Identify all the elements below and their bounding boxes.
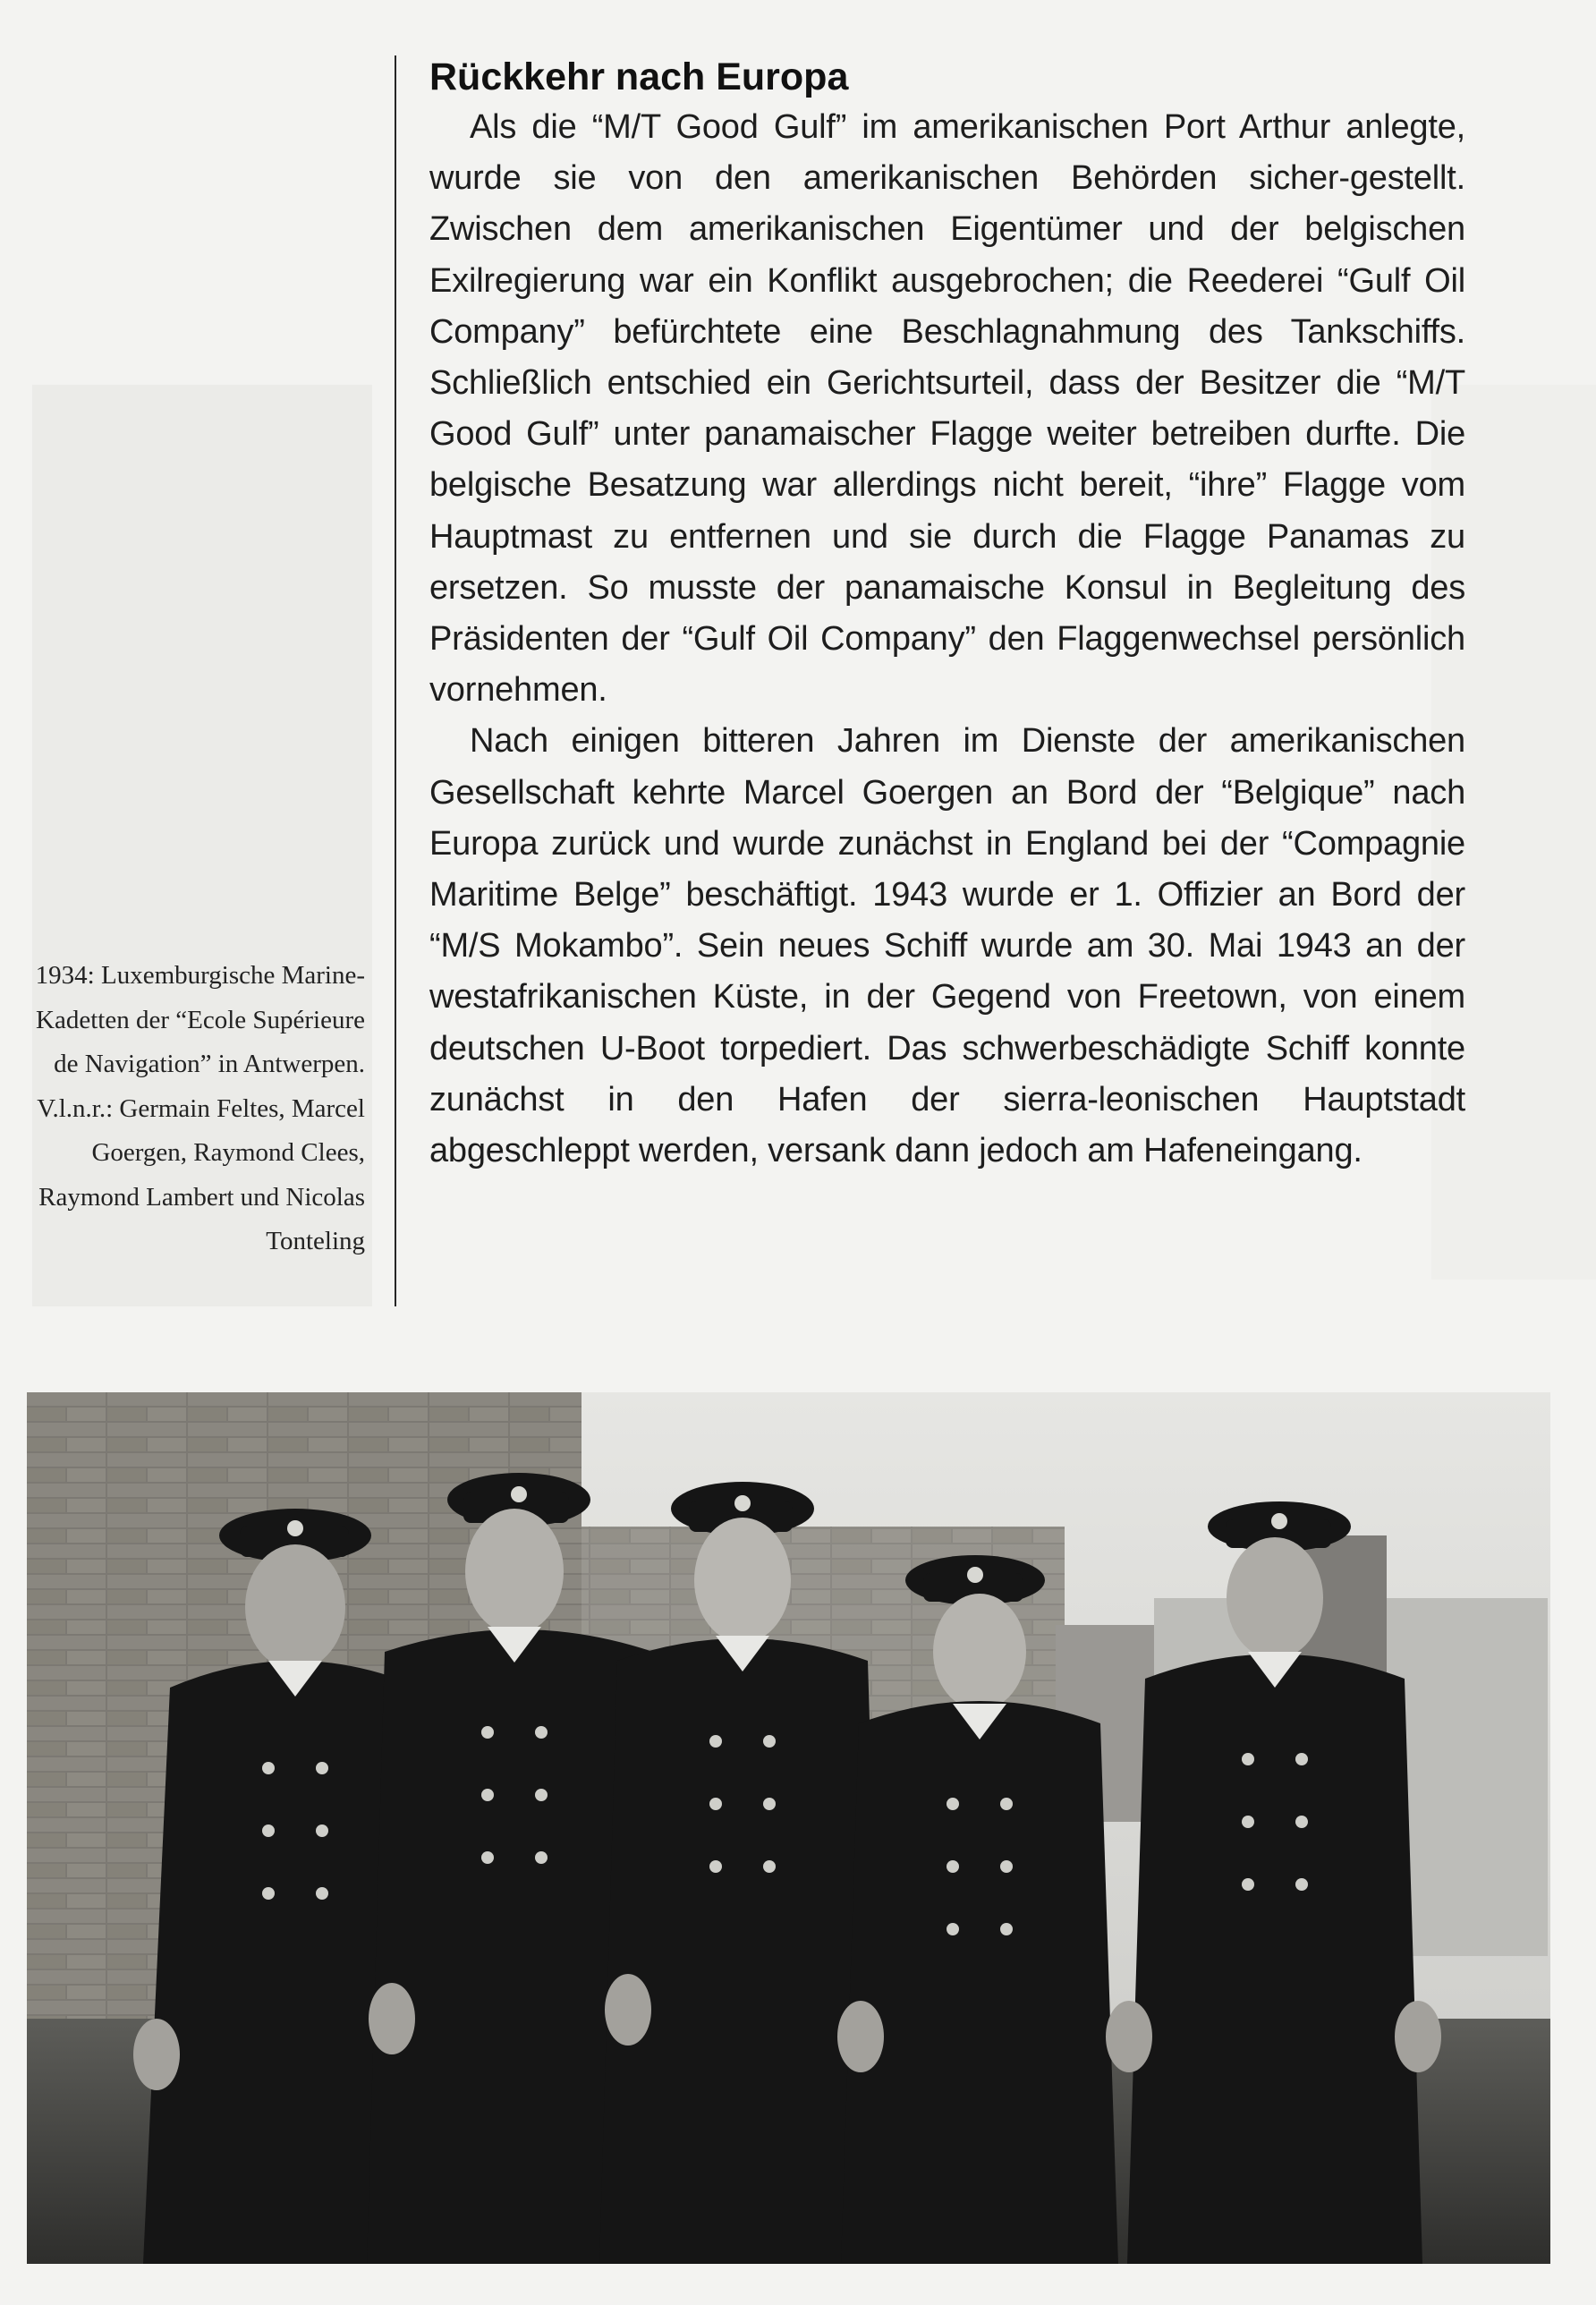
group-photo-illustration bbox=[27, 1392, 1550, 2264]
group-photo bbox=[27, 1392, 1550, 2264]
article-paragraph-1: Als die “M/T Good Gulf” im amerikanischen Port Arthur anlegte, wurde sie von den amerikanischen Behörden sicher-gestellt. Zwischen dem amerikanischen Eigentümer und der belgischen Exilregierung war ein Konflikt ausgebrochen; die Reederei “Gulf Oil Company” befürchtete eine Beschlagnahmung des Tankschiffs. Schließlich entschied ein Gerichtsurteil, dass der Besitzer die “M/T Good Gulf” unter panamaischer Flagge weiter betreiben durfte. Die belgische Besatzung war allerdings nicht bereit, “ihre” Flagge vom Hauptmast zu entfernen und sie durch die Flagge Panamas zu ersetzen. So musste der panamaische Konsul in Begleitung des Präsidenten der “Gulf Oil Company” den Flaggenwechsel persönlich vornehmen. bbox=[429, 108, 1465, 710]
column-divider bbox=[395, 55, 396, 1306]
section-heading: Rückkehr nach Europa bbox=[429, 55, 849, 98]
article-paragraph-2: Nach einigen bitteren Jahren im Dienste der amerikanischen Gesellschaft kehrte Marcel Goergen an Bord der “Belgique” nach Europa zurück und wurde zunächst in England bei der “Compagnie Maritime Belge” beschäftigt. 1943 wurde er 1. Offizier an Bord der “M/S Mokambo”. Sein neues Schiff wurde am 30. Mai 1943 an der westafrikanischen Küste, in der Gegend von Freetown, von einem deutschen U-Boot torpediert. Das schwerbeschädigte Schiff konnte zunächst in den Hafen der sierra-leonischen Hauptstadt abgeschleppt werden, versank dann jedoch am Hafeneingang. bbox=[429, 722, 1465, 1170]
photo-caption: 1934: Luxemburgische Marine-Kadetten der “Ecole Supérieure de Navigation” in Antwerpen. V.l.n.r.: Germain Feltes, Marcel Goergen, Raymond Clees, Raymond Lambert und Nicolas Tonteling bbox=[35, 961, 365, 1255]
article bbox=[429, 54, 1465, 1177]
